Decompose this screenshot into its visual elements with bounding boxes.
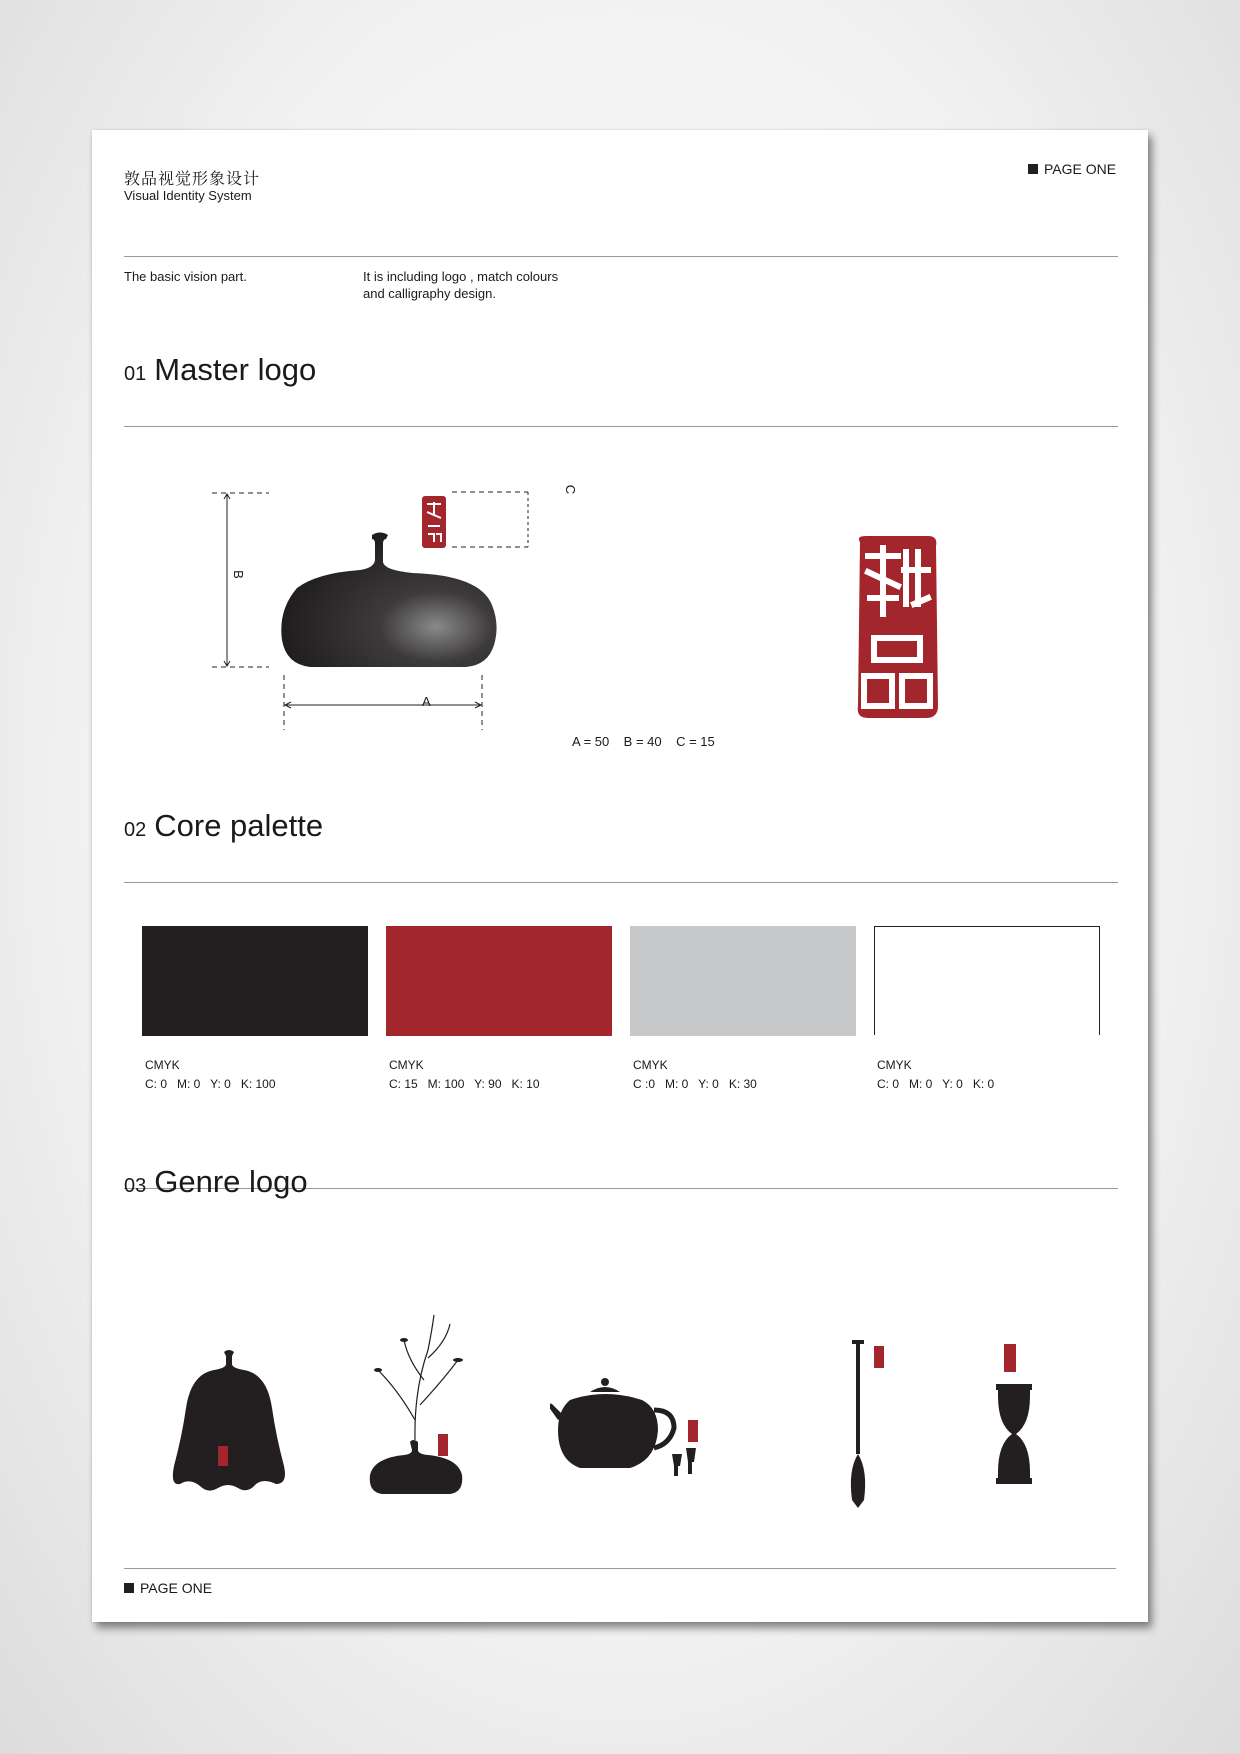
color-system: CMYK — [145, 1058, 180, 1072]
dims-formula: A = 50 B = 40 C = 15 — [572, 734, 715, 749]
header-page-label: PAGE ONE — [1044, 161, 1117, 177]
dimension-a — [284, 675, 482, 730]
swatch-label-red — [389, 1056, 540, 1094]
divider — [124, 882, 1118, 883]
color-values: C: 0 M: 0 Y: 0 K: 0 — [877, 1077, 995, 1091]
footer-page-label: PAGE ONE — [140, 1580, 213, 1596]
color-system: CMYK — [633, 1058, 668, 1072]
divider — [124, 426, 1118, 427]
color-system: CMYK — [389, 1058, 424, 1072]
large-seal-icon — [854, 534, 940, 720]
square-bullet-icon — [124, 1583, 134, 1593]
divider — [124, 256, 1118, 257]
color-values: C: 15 M: 100 Y: 90 K: 10 — [389, 1077, 540, 1091]
swatch-label-gray — [633, 1056, 757, 1094]
swatch-red — [386, 926, 612, 1036]
swatch-white — [874, 926, 1100, 1035]
intro-right-line2: and calligraphy design. — [363, 286, 496, 301]
section-number: 01 — [124, 363, 147, 385]
dimension-c — [452, 492, 528, 547]
branch-vase-icon — [358, 1310, 488, 1500]
dimension-b — [212, 493, 269, 667]
fish-vessel-icon — [172, 1348, 286, 1496]
color-values: C: 0 M: 0 Y: 0 K: 100 — [145, 1077, 276, 1091]
section-title-text: Genre logo — [154, 1164, 308, 1199]
intro-right-line1: It is including logo , match colours — [363, 269, 559, 284]
brush-icon — [838, 1340, 898, 1510]
swatch-gray — [630, 926, 856, 1036]
section-title-text: Master logo — [154, 352, 317, 387]
divider — [124, 1568, 1116, 1569]
section-title-text: Core palette — [154, 808, 324, 843]
swatch-black — [142, 926, 368, 1036]
square-bullet-icon — [1028, 164, 1038, 174]
section-genre-title — [124, 1164, 308, 1200]
swatch-label-white — [877, 1056, 994, 1094]
color-values: C :0 M: 0 Y: 0 K: 30 — [633, 1077, 757, 1091]
hourglass-icon — [992, 1344, 1042, 1504]
small-seal-icon — [422, 496, 446, 548]
document-sheet — [92, 130, 1148, 1622]
master-logo-diagram — [212, 490, 692, 750]
dim-b-label: B — [230, 570, 246, 579]
dim-c-label: C — [563, 484, 579, 495]
swatch-label-black — [145, 1056, 276, 1094]
teapot-icon — [550, 1370, 710, 1480]
color-system: CMYK — [877, 1058, 912, 1072]
dim-a-label: A — [422, 694, 431, 709]
intro-left: The basic vision part. — [124, 269, 247, 284]
section-master-title — [124, 352, 316, 388]
section-number: 02 — [124, 819, 147, 841]
header-title-cn: 敦品视觉形象设计 — [124, 171, 261, 188]
header-title-en: Visual Identity System — [124, 188, 252, 203]
vase-logo-icon — [281, 533, 496, 668]
header-page-mark — [1028, 161, 1116, 177]
footer-page-mark — [124, 1580, 212, 1596]
section-number: 03 — [124, 1175, 147, 1197]
section-palette-title — [124, 808, 323, 844]
